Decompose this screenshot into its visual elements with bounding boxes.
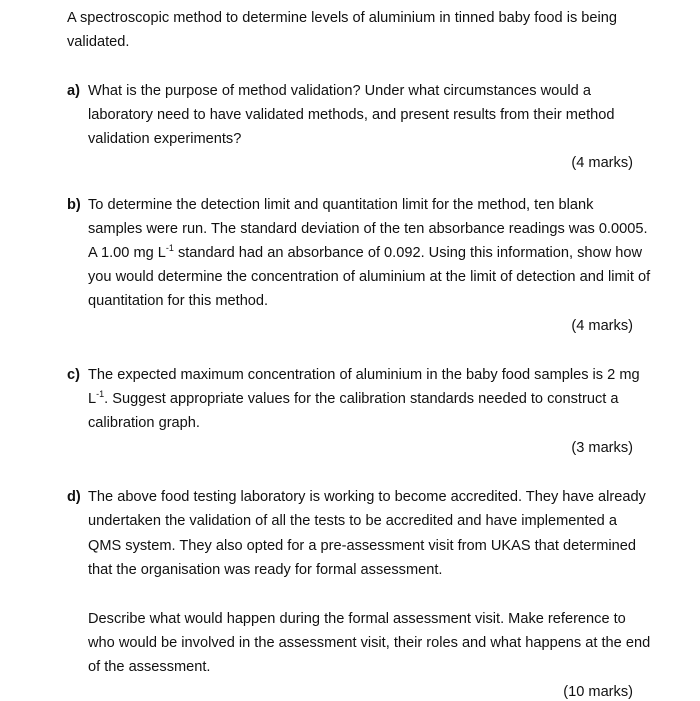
intro-text-line-1: A spectroscopic method to determine levels of aluminium in tinned baby food is being [67, 10, 618, 26]
intro-text-line-2: validated. [67, 34, 130, 50]
question-d-line-1: The above food testing laboratory is working to become accredited. They have already [88, 489, 646, 505]
question-a-line-2: laboratory need to have validated methods, and present results from their method [88, 107, 615, 123]
question-d-letter: d) [67, 489, 81, 505]
question-d-para2-line-1: Describe what would happen during the formal assessment visit. Make reference to [88, 611, 626, 627]
question-d-para2-line-3: of the assessment. [88, 659, 211, 675]
question-d-marks: (10 marks) [563, 684, 633, 700]
question-b-line-3-part-1: A 1.00 mg L [88, 245, 166, 261]
question-c-line-2-superscript: -1 [96, 389, 105, 399]
question-b-line-4: you would determine the concentration of aluminium at the limit of detection and limit of [88, 269, 651, 285]
question-c-line-2-part-2: . Suggest appropriate values for the calibration standards needed to construct a [104, 391, 619, 407]
question-d-para2-line-2: who would be involved in the assessment visit, their roles and what happens at the end [88, 635, 651, 651]
question-b-letter: b) [67, 197, 81, 213]
question-c-letter: c) [67, 367, 80, 383]
question-c-marks: (3 marks) [571, 440, 633, 456]
question-a-letter: a) [67, 83, 80, 99]
question-d-line-4: that the organisation was ready for formal assessment. [88, 562, 443, 578]
question-b-line-5: quantitation for this method. [88, 293, 269, 309]
question-d-line-2: undertaken the validation of all the tests to be accredited and have implemented a [88, 513, 617, 529]
question-b-line-3 [88, 244, 642, 262]
question-a-line-1: What is the purpose of method validation? Under what circumstances would a [88, 83, 591, 99]
question-b-marks: (4 marks) [571, 318, 633, 334]
question-a-line-3: validation experiments? [88, 131, 242, 147]
question-c-line-1: The expected maximum concentration of aluminium in the baby food samples is 2 mg [88, 367, 640, 383]
question-c-line-3: calibration graph. [88, 415, 200, 431]
question-b-line-1: To determine the detection limit and quantitation limit for the method, ten blank [88, 197, 594, 213]
question-b-line-3-superscript: -1 [165, 243, 174, 253]
question-d-line-3: QMS system. They also opted for a pre-assessment visit from UKAS that determined [88, 538, 637, 554]
question-b-line-3-part-2: standard had an absorbance of 0.092. Using this information, show how [173, 245, 643, 261]
question-c-line-2 [88, 390, 619, 408]
question-a-marks: (4 marks) [571, 155, 633, 171]
question-c-line-2-part-1: L [88, 391, 97, 407]
question-b-line-2: samples were run. The standard deviation of the ten absorbance readings was 0.0005. [88, 221, 648, 237]
